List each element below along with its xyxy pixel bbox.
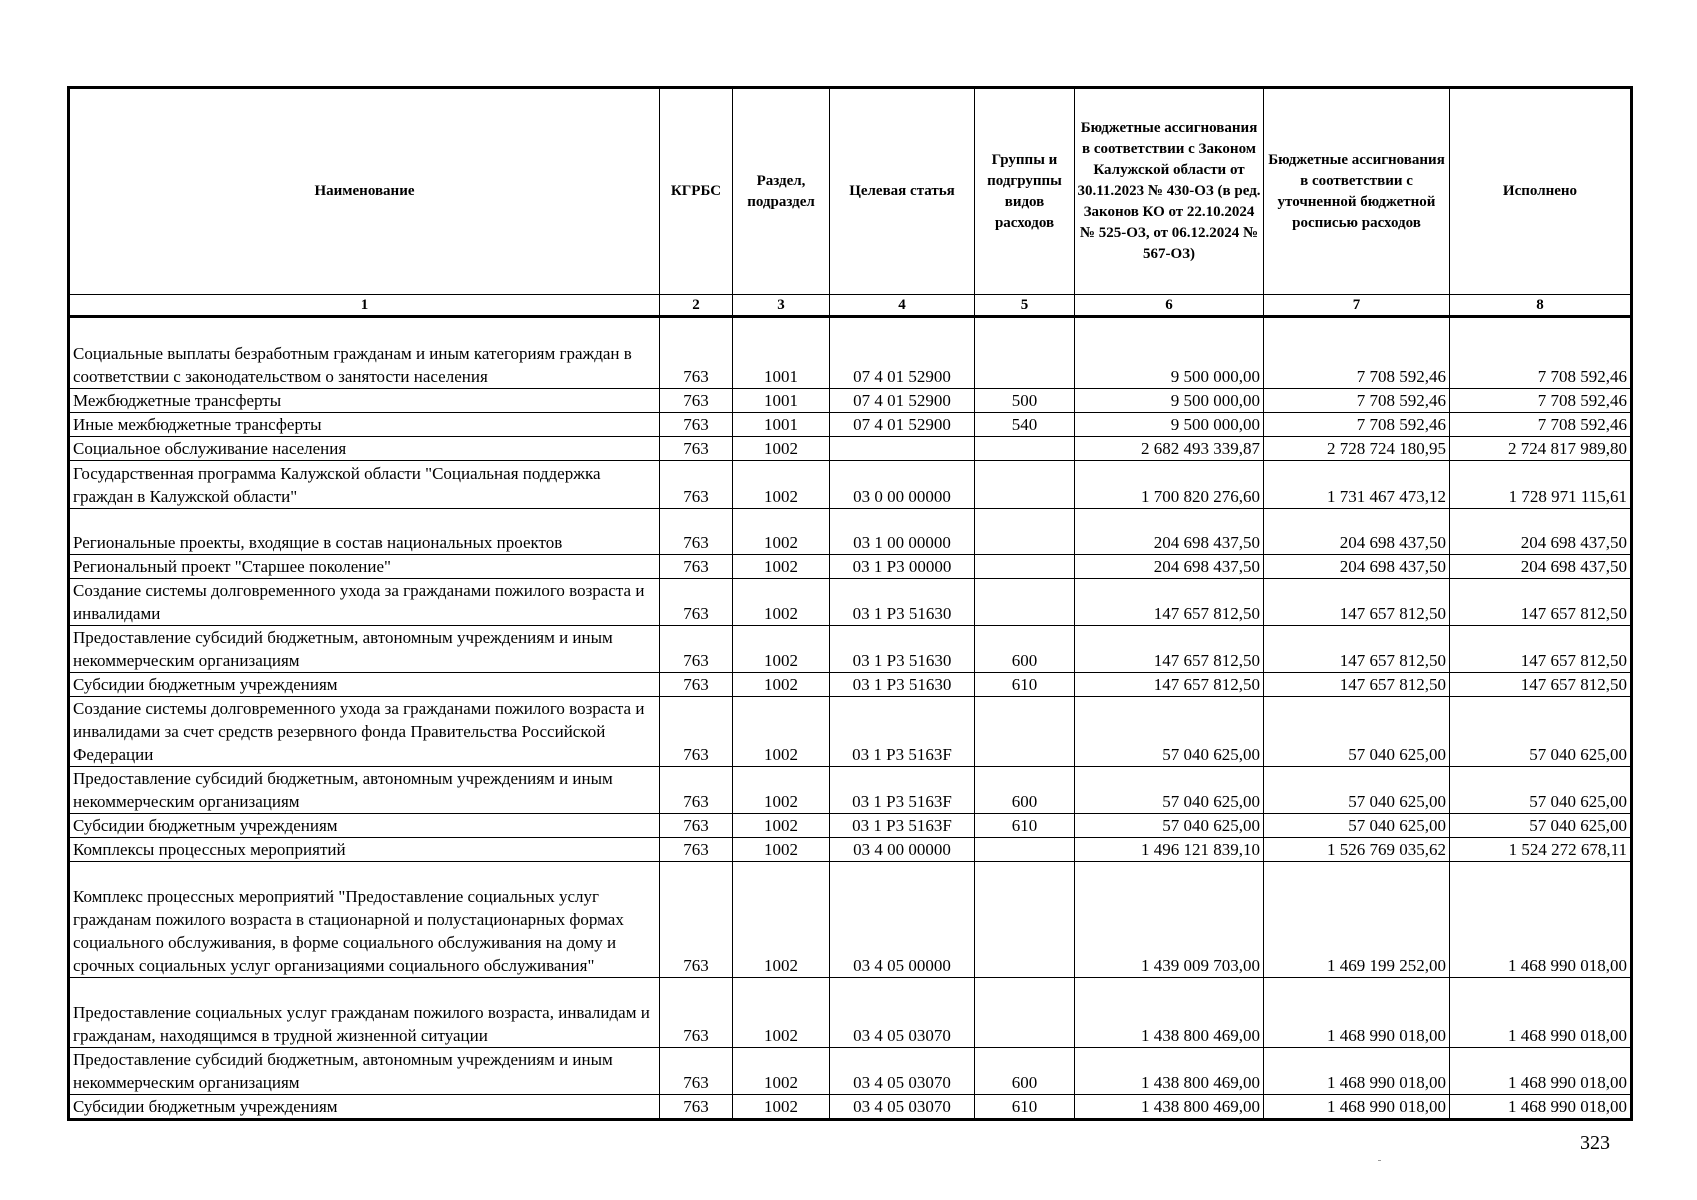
row-refined-allocation: 57 040 625,00 (1264, 697, 1450, 767)
row-law-allocation: 147 657 812,50 (1075, 579, 1264, 626)
row-name: Создание системы долговременного ухода за гражданами пожилого возраста и инвалидами за счет средств резервного фонда Правительства Российской Федерации (69, 697, 660, 767)
row-name: Региональные проекты, входящие в состав национальных проектов (69, 509, 660, 555)
table-row (69, 579, 1632, 626)
row-kgrbs: 763 (660, 1048, 733, 1095)
row-target-article: 03 1 Р3 51630 (830, 626, 975, 673)
row-name: Субсидии бюджетным учреждениям (69, 673, 660, 697)
row-name: Социальные выплаты безработным гражданам и иным категориям граждан в соответствии с законодательством о занятости населения (69, 317, 660, 389)
column-number: 1 (69, 295, 660, 317)
row-razdel: 1002 (733, 767, 830, 814)
header-refined-allocations: Бюджетные ассигнования в соответствии с уточненной бюджетной росписью расходов (1264, 88, 1450, 295)
row-name: Предоставление социальных услуг гражданам пожилого возраста, инвалидам и гражданам, находящимся в трудной жизненной ситуации (69, 978, 660, 1048)
row-law-allocation: 9 500 000,00 (1075, 389, 1264, 413)
row-executed: 1 468 990 018,00 (1450, 1048, 1632, 1095)
row-law-allocation: 57 040 625,00 (1075, 814, 1264, 838)
row-expense-group (975, 579, 1075, 626)
row-refined-allocation: 1 468 990 018,00 (1264, 1048, 1450, 1095)
row-kgrbs: 763 (660, 555, 733, 579)
row-expense-group: 610 (975, 1095, 1075, 1120)
row-refined-allocation: 57 040 625,00 (1264, 814, 1450, 838)
row-executed: 2 724 817 989,80 (1450, 437, 1632, 461)
row-expense-group: 600 (975, 1048, 1075, 1095)
header-kgrbs: КГРБС (660, 88, 733, 295)
row-refined-allocation: 1 468 990 018,00 (1264, 1095, 1450, 1120)
row-target-article: 07 4 01 52900 (830, 413, 975, 437)
row-target-article: 03 1 Р3 5163F (830, 697, 975, 767)
row-executed: 1 468 990 018,00 (1450, 862, 1632, 978)
row-razdel: 1002 (733, 437, 830, 461)
table-row (69, 555, 1632, 579)
row-kgrbs: 763 (660, 317, 733, 389)
header-razdel: Раздел, подраздел (733, 88, 830, 295)
table-row (69, 697, 1632, 767)
row-refined-allocation: 7 708 592,46 (1264, 317, 1450, 389)
row-executed: 57 040 625,00 (1450, 697, 1632, 767)
row-refined-allocation: 57 040 625,00 (1264, 767, 1450, 814)
row-razdel: 1001 (733, 413, 830, 437)
row-law-allocation: 1 700 820 276,60 (1075, 461, 1264, 509)
row-law-allocation: 1 438 800 469,00 (1075, 1095, 1264, 1120)
column-number: 5 (975, 295, 1075, 317)
row-razdel: 1002 (733, 673, 830, 697)
row-razdel: 1002 (733, 697, 830, 767)
row-kgrbs: 763 (660, 767, 733, 814)
table-row (69, 1048, 1632, 1095)
header-target-article: Целевая статья (830, 88, 975, 295)
row-kgrbs: 763 (660, 509, 733, 555)
row-refined-allocation: 204 698 437,50 (1264, 509, 1450, 555)
row-law-allocation: 1 438 800 469,00 (1075, 1048, 1264, 1095)
row-refined-allocation: 1 468 990 018,00 (1264, 978, 1450, 1048)
row-executed: 7 708 592,46 (1450, 413, 1632, 437)
row-expense-group: 540 (975, 413, 1075, 437)
row-executed: 147 657 812,50 (1450, 579, 1632, 626)
row-name: Предоставление субсидий бюджетным, автономным учреждениям и иным некоммерческим организациям (69, 767, 660, 814)
row-kgrbs: 763 (660, 437, 733, 461)
row-name: Субсидии бюджетным учреждениям (69, 814, 660, 838)
row-razdel: 1002 (733, 1048, 830, 1095)
row-expense-group (975, 838, 1075, 862)
row-name: Социальное обслуживание населения (69, 437, 660, 461)
row-target-article: 03 1 Р3 5163F (830, 767, 975, 814)
row-razdel: 1001 (733, 317, 830, 389)
row-target-article: 03 0 00 00000 (830, 461, 975, 509)
row-expense-group: 610 (975, 814, 1075, 838)
table-row (69, 509, 1632, 555)
column-number-row (69, 295, 1632, 317)
row-razdel: 1002 (733, 626, 830, 673)
row-executed: 147 657 812,50 (1450, 626, 1632, 673)
table-row (69, 389, 1632, 413)
row-target-article: 03 4 00 00000 (830, 838, 975, 862)
table-row (69, 673, 1632, 697)
row-name: Региональный проект "Старшее поколение" (69, 555, 660, 579)
row-razdel: 1002 (733, 838, 830, 862)
row-executed: 1 728 971 115,61 (1450, 461, 1632, 509)
table-row (69, 814, 1632, 838)
row-target-article: 03 4 05 00000 (830, 862, 975, 978)
row-refined-allocation: 7 708 592,46 (1264, 389, 1450, 413)
row-refined-allocation: 204 698 437,50 (1264, 555, 1450, 579)
row-expense-group (975, 555, 1075, 579)
table-row (69, 978, 1632, 1048)
row-kgrbs: 763 (660, 626, 733, 673)
row-expense-group (975, 978, 1075, 1048)
row-refined-allocation: 1 469 199 252,00 (1264, 862, 1450, 978)
row-law-allocation: 9 500 000,00 (1075, 317, 1264, 389)
column-number: 6 (1075, 295, 1264, 317)
row-name: Комплекс процессных мероприятий "Предоставление социальных услуг гражданам пожилого возраста в стационарной и полустационарных формах социального обслуживания, в форме социального обслуживания на дому и срочных социальных услуг организациями социального обслуживания" (69, 862, 660, 978)
row-law-allocation: 57 040 625,00 (1075, 697, 1264, 767)
row-executed: 147 657 812,50 (1450, 673, 1632, 697)
row-executed: 204 698 437,50 (1450, 555, 1632, 579)
row-target-article: 03 4 05 03070 (830, 978, 975, 1048)
row-expense-group: 600 (975, 626, 1075, 673)
row-law-allocation: 57 040 625,00 (1075, 767, 1264, 814)
column-number: 3 (733, 295, 830, 317)
row-target-article: 03 4 05 03070 (830, 1095, 975, 1120)
row-razdel: 1002 (733, 555, 830, 579)
row-name: Иные межбюджетные трансферты (69, 413, 660, 437)
table-header (69, 88, 1632, 317)
row-executed: 7 708 592,46 (1450, 389, 1632, 413)
row-kgrbs: 763 (660, 413, 733, 437)
row-expense-group (975, 437, 1075, 461)
table-row (69, 838, 1632, 862)
row-razdel: 1002 (733, 579, 830, 626)
row-target-article: 03 1 Р3 5163F (830, 814, 975, 838)
row-executed: 7 708 592,46 (1450, 317, 1632, 389)
row-expense-group (975, 697, 1075, 767)
row-refined-allocation: 1 526 769 035,62 (1264, 838, 1450, 862)
row-refined-allocation: 7 708 592,46 (1264, 413, 1450, 437)
row-kgrbs: 763 (660, 838, 733, 862)
row-name: Предоставление субсидий бюджетным, автономным учреждениям и иным некоммерческим организациям (69, 626, 660, 673)
table-row (69, 1095, 1632, 1120)
row-razdel: 1002 (733, 978, 830, 1048)
column-number: 2 (660, 295, 733, 317)
header-law-allocations: Бюджетные ассигнования в соответствии с Законом Калужской области от 30.11.2023 № 430-ОЗ (в ред. Законов КО от 22.10.2024 № 525-ОЗ, от 06.12.2024 № 567-ОЗ) (1075, 88, 1264, 295)
row-name: Межбюджетные трансферты (69, 389, 660, 413)
row-name: Государственная программа Калужской области "Социальная поддержка граждан в Калужской области" (69, 461, 660, 509)
table-row (69, 317, 1632, 389)
header-row (69, 88, 1632, 295)
row-kgrbs: 763 (660, 461, 733, 509)
row-refined-allocation: 2 728 724 180,95 (1264, 437, 1450, 461)
table-body (69, 317, 1632, 1120)
table-row (69, 626, 1632, 673)
row-razdel: 1002 (733, 461, 830, 509)
row-kgrbs: 763 (660, 862, 733, 978)
row-law-allocation: 2 682 493 339,87 (1075, 437, 1264, 461)
row-razdel: 1001 (733, 389, 830, 413)
table-row (69, 862, 1632, 978)
row-kgrbs: 763 (660, 579, 733, 626)
row-law-allocation: 1 439 009 703,00 (1075, 862, 1264, 978)
row-kgrbs: 763 (660, 978, 733, 1048)
table-row (69, 461, 1632, 509)
row-expense-group: 600 (975, 767, 1075, 814)
row-law-allocation: 204 698 437,50 (1075, 555, 1264, 579)
row-law-allocation: 204 698 437,50 (1075, 509, 1264, 555)
row-target-article: 07 4 01 52900 (830, 389, 975, 413)
row-refined-allocation: 147 657 812,50 (1264, 579, 1450, 626)
table-row (69, 437, 1632, 461)
row-name: Комплексы процессных мероприятий (69, 838, 660, 862)
row-executed: 1 524 272 678,11 (1450, 838, 1632, 862)
header-executed: Исполнено (1450, 88, 1632, 295)
table-row (69, 413, 1632, 437)
row-law-allocation: 1 438 800 469,00 (1075, 978, 1264, 1048)
row-razdel: 1002 (733, 862, 830, 978)
row-razdel: 1002 (733, 509, 830, 555)
row-kgrbs: 763 (660, 697, 733, 767)
row-razdel: 1002 (733, 814, 830, 838)
row-expense-group: 500 (975, 389, 1075, 413)
row-expense-group (975, 862, 1075, 978)
row-name: Создание системы долговременного ухода за гражданами пожилого возраста и инвалидами (69, 579, 660, 626)
row-target-article: 03 1 Р3 51630 (830, 579, 975, 626)
row-executed: 57 040 625,00 (1450, 767, 1632, 814)
header-name: Наименование (69, 88, 660, 295)
row-target-article: 03 1 Р3 00000 (830, 555, 975, 579)
row-law-allocation: 147 657 812,50 (1075, 673, 1264, 697)
row-name: Субсидии бюджетным учреждениям (69, 1095, 660, 1120)
row-expense-group (975, 461, 1075, 509)
header-expense-group: Группы и подгруппы видов расходов (975, 88, 1075, 295)
row-kgrbs: 763 (660, 1095, 733, 1120)
row-target-article: 03 1 00 00000 (830, 509, 975, 555)
row-kgrbs: 763 (660, 673, 733, 697)
row-law-allocation: 9 500 000,00 (1075, 413, 1264, 437)
column-number: 8 (1450, 295, 1632, 317)
row-target-article: 07 4 01 52900 (830, 317, 975, 389)
row-target-article: 03 4 05 03070 (830, 1048, 975, 1095)
row-razdel: 1002 (733, 1095, 830, 1120)
row-kgrbs: 763 (660, 814, 733, 838)
row-executed: 1 468 990 018,00 (1450, 978, 1632, 1048)
row-refined-allocation: 147 657 812,50 (1264, 673, 1450, 697)
column-number: 7 (1264, 295, 1450, 317)
column-number: 4 (830, 295, 975, 317)
scan-mark (1378, 1160, 1381, 1161)
row-refined-allocation: 1 731 467 473,12 (1264, 461, 1450, 509)
row-expense-group: 610 (975, 673, 1075, 697)
row-target-article (830, 437, 975, 461)
row-law-allocation: 147 657 812,50 (1075, 626, 1264, 673)
row-law-allocation: 1 496 121 839,10 (1075, 838, 1264, 862)
table-row (69, 767, 1632, 814)
row-expense-group (975, 509, 1075, 555)
row-kgrbs: 763 (660, 389, 733, 413)
row-target-article: 03 1 Р3 51630 (830, 673, 975, 697)
row-refined-allocation: 147 657 812,50 (1264, 626, 1450, 673)
row-expense-group (975, 317, 1075, 389)
row-executed: 57 040 625,00 (1450, 814, 1632, 838)
row-executed: 1 468 990 018,00 (1450, 1095, 1632, 1120)
page-number: 323 (1580, 1132, 1610, 1154)
row-name: Предоставление субсидий бюджетным, автономным учреждениям и иным некоммерческим организациям (69, 1048, 660, 1095)
row-executed: 204 698 437,50 (1450, 509, 1632, 555)
budget-table (67, 86, 1633, 1121)
